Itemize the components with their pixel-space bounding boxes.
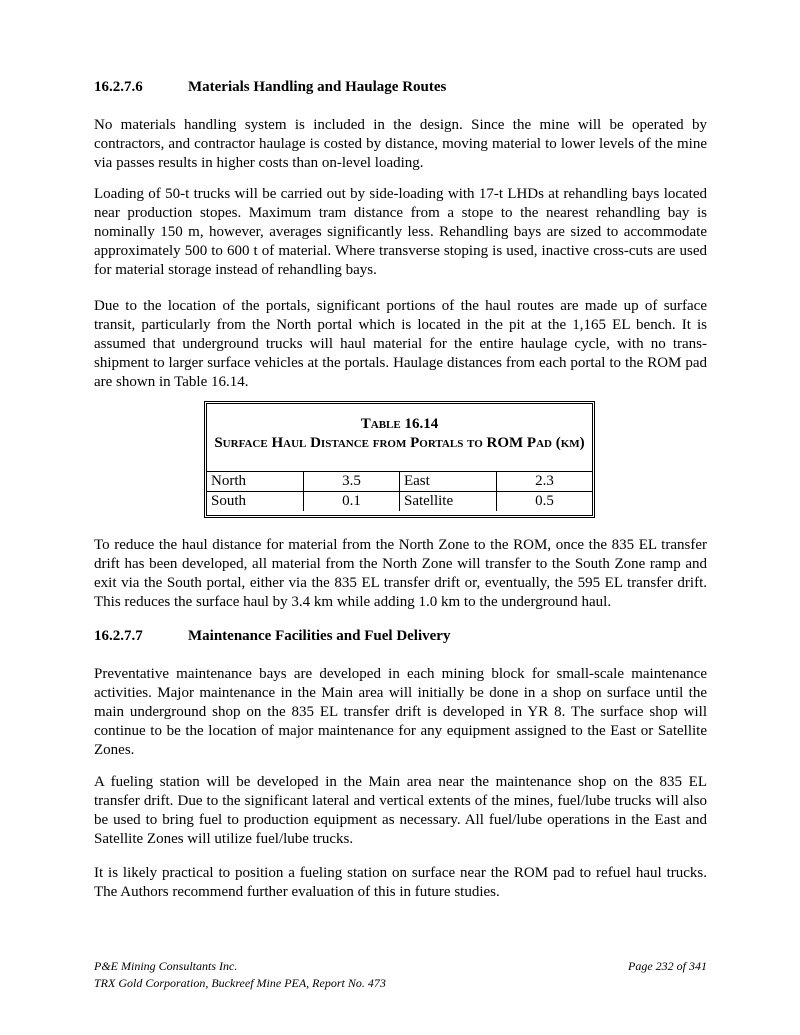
table-cell: 3.5 bbox=[304, 472, 400, 492]
paragraph: Preventative maintenance bays are developed in each mining block for small-scale maintenance activities. Major maintenance in the Main area will initially be done in a shop on surface until the main underground shop on the 835 EL transfer drift is developed in YR 8. The surface shop will continue to be the location of major maintenance for any equipment assigned to the East or Satellite Zones. bbox=[94, 666, 707, 758]
table-16-14 bbox=[204, 401, 595, 518]
table-title: Surface Haul Distance from Portals to ROM Pad (km) bbox=[214, 435, 585, 451]
footer-report: TRX Gold Corporation, Buckreef Mine PEA, Report No. 473 bbox=[94, 976, 386, 990]
paragraph: Due to the location of the portals, significant portions of the haul routes are made up of surface transit, particularly from the North portal which is located in the pit at the 1,165 EL bench. It is assumed that underground trucks will haul material for the entire haulage cycle, with no trans-shipment to larger surface vehicles at the portals. Haulage distances from each portal to the ROM pad are shown in Table 16.14. bbox=[94, 298, 707, 390]
footer-page-number: Page 232 of 341 bbox=[628, 959, 707, 973]
table-row bbox=[207, 472, 592, 492]
table-row bbox=[207, 492, 592, 512]
table-caption bbox=[207, 404, 592, 472]
section-number: 16.2.7.7 bbox=[94, 628, 143, 644]
section-title: Maintenance Facilities and Fuel Delivery bbox=[188, 628, 451, 644]
table-cell: 0.5 bbox=[535, 493, 554, 509]
section-number: 16.2.7.6 bbox=[94, 79, 143, 95]
paragraph: It is likely practical to position a fueling station on surface near the ROM pad to refuel haul trucks. The Authors recommend further evaluation of this in future studies. bbox=[94, 865, 707, 900]
document-page bbox=[94, 0, 707, 1035]
table-cell: East bbox=[399, 472, 496, 492]
table-cell: North bbox=[207, 472, 304, 492]
section-heading-16-2-7-7 bbox=[94, 628, 450, 645]
paragraph: A fueling station will be developed in the Main area near the maintenance shop on the 835 EL transfer drift. Due to the significant lateral and vertical extents of the mines, fuel/lube trucks will also be used to bring fuel to production equipment as necessary. All fuel/lube operations in the East and Satellite Zones will utilize fuel/lube trucks. bbox=[94, 774, 707, 847]
footer-company: P&E Mining Consultants Inc. bbox=[94, 959, 238, 973]
table-cell: 2.3 bbox=[497, 472, 593, 492]
page-footer bbox=[94, 958, 707, 992]
table-cell: 0.1 bbox=[304, 492, 400, 512]
paragraph: No materials handling system is included in the design. Since the mine will be operated by contractors, and contractor haulage is costed by distance, moving material to lower levels of the mine via passes results in higher costs than on-level loading. bbox=[94, 117, 707, 171]
table-cell: Satellite bbox=[399, 492, 496, 512]
paragraph: Loading of 50-t trucks will be carried out by side-loading with 17-t LHDs at rehandling bays located near production stopes. Maximum tram distance from a stope to the nearest rehandling bay is nominally 150 m, however, averages significantly less. Rehandling bays are sized to accommodate approximately 500 to 600 t of material. Where transverse stoping is used, inactive cross-cuts are used for material storage instead of rehandling bays. bbox=[94, 186, 707, 278]
section-title: Materials Handling and Haulage Routes bbox=[188, 79, 447, 95]
table-cell: South bbox=[207, 492, 304, 512]
section-heading-16-2-7-6 bbox=[94, 79, 446, 96]
paragraph: To reduce the haul distance for material from the North Zone to the ROM, once the 835 EL transfer drift has been developed, all material from the North Zone will transfer to the South Zone ramp and exit via the South portal, either via the 835 EL transfer drift or, eventually, the 595 EL transfer drift. This reduces the surface haul by 3.4 km while adding 1.0 km to the underground haul. bbox=[94, 537, 707, 610]
table-body bbox=[207, 472, 592, 511]
table-label: Table 16.14 bbox=[360, 416, 439, 432]
